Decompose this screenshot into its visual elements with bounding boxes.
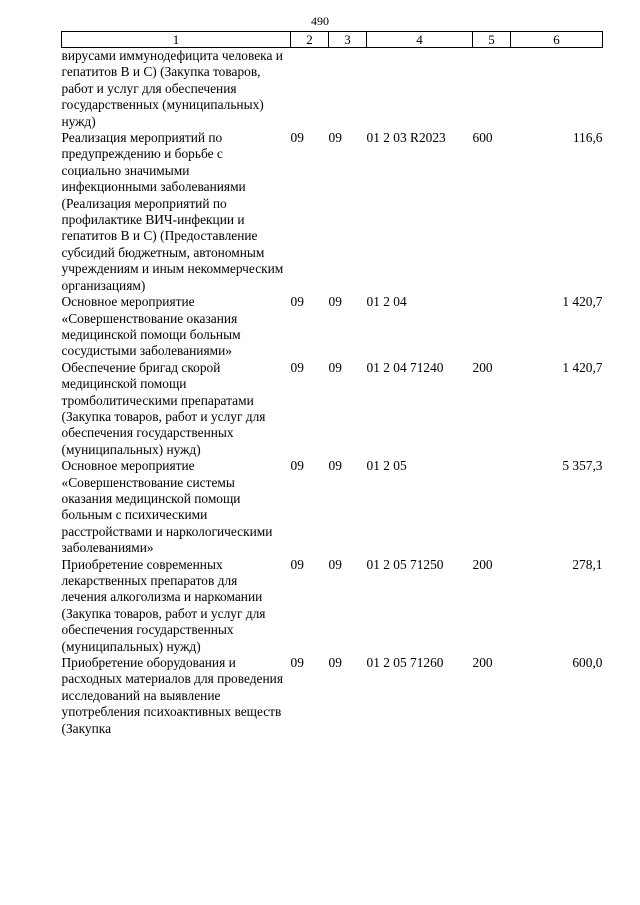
row-target-cell: 01 2 04 71240 (366, 359, 444, 375)
row-section-cell: 09 (290, 655, 304, 671)
row-type-cell: 200 (472, 655, 493, 671)
row-sum-cell: 278,1 (572, 556, 603, 572)
row-section-cell: 09 (290, 130, 304, 146)
row-name-cell: вирусами иммунодефицита человека и гепатитов В и С) (Закупка товаров, работ и услуг для обеспечения государственных (муниципальных) нужд) (61, 48, 283, 129)
row-sum-cell: 5 357,3 (562, 458, 603, 474)
table-row (62, 655, 603, 737)
row-type-cell (473, 48, 511, 131)
header-row (62, 32, 603, 48)
row-type-cell (473, 458, 511, 556)
row-section-cell: 09 (290, 359, 304, 375)
row-subsection-cell: 09 (328, 556, 342, 572)
table-row (62, 48, 603, 131)
row-name-cell: Основное мероприятие «Совершенствование оказания медицинской помощи больным сосудистыми заболеваниями» (61, 294, 241, 359)
table-body (62, 48, 603, 738)
row-type-cell: 600 (472, 130, 493, 146)
row-sum-cell (511, 48, 603, 131)
row-subsection-cell: 09 (328, 130, 342, 146)
row-section-cell: 09 (290, 556, 304, 572)
row-name-cell: Реализация мероприятий по предупреждению и борьбе с социально значимыми инфекционными заболеваниями (Реализация мероприятий по профилактике ВИЧ-инфекции и гепатитов В и С) (Предоставление субсидий бюджетным, автономным учреждениям и иным некоммерческим организациям) (61, 130, 284, 293)
budget-table (61, 31, 603, 737)
header-col-6: 6 (511, 32, 603, 48)
row-target-cell (367, 48, 473, 131)
row-name-cell: Обеспечение бригад скорой медицинской помощи тромболитическими препаратами (Закупка товаров, работ и услуг для обеспечения государственных (муниципальных) нужд) (61, 359, 266, 457)
row-section-cell: 09 (290, 458, 304, 474)
row-target-cell: 01 2 05 71250 (366, 556, 444, 572)
row-sum-cell: 1 420,7 (562, 359, 603, 375)
table-header (62, 32, 603, 48)
row-target-cell: 01 2 03 R2023 (366, 130, 446, 146)
row-target-cell: 01 2 05 71260 (366, 655, 444, 671)
row-sum-cell: 116,6 (572, 130, 603, 146)
header-col-5: 5 (473, 32, 511, 48)
row-name-cell: Основное мероприятие «Совершенствование системы оказания медицинской помощи больным с психическими расстройствами и наркологическими заболеваниями» (61, 458, 273, 556)
header-col-4: 4 (367, 32, 473, 48)
row-subsection-cell: 09 (328, 359, 342, 375)
table-row (62, 294, 603, 360)
row-target-cell: 01 2 04 (366, 294, 407, 310)
row-subsection-cell: 09 (328, 294, 342, 310)
row-section-cell (291, 48, 329, 131)
row-sum-cell: 1 420,7 (562, 294, 603, 310)
row-target-cell: 01 2 05 (366, 458, 407, 474)
header-col-2: 2 (291, 32, 329, 48)
row-subsection-cell (329, 48, 367, 131)
table-row (62, 557, 603, 655)
row-type-cell: 200 (472, 556, 493, 572)
row-name-cell: Приобретение современных лекарственных препаратов для лечения алкоголизма и наркомании (Закупка товаров, работ и услуг для обеспечения государственных (муниципальных) нужд) (61, 556, 266, 654)
page-number: 490 (311, 14, 329, 28)
row-type-cell (473, 294, 511, 360)
row-sum-cell: 600,0 (572, 655, 603, 671)
row-type-cell: 200 (472, 359, 493, 375)
table-row (62, 360, 603, 458)
table-row (62, 458, 603, 556)
header-col-1: 1 (62, 32, 291, 48)
row-section-cell: 09 (290, 294, 304, 310)
row-subsection-cell: 09 (328, 655, 342, 671)
table-row (62, 130, 603, 294)
row-subsection-cell: 09 (328, 458, 342, 474)
row-name-cell: Приобретение оборудования и расходных материалов для проведения исследований на выявление употребления психоактивных веществ (Закупка (61, 655, 283, 736)
header-col-3: 3 (329, 32, 367, 48)
